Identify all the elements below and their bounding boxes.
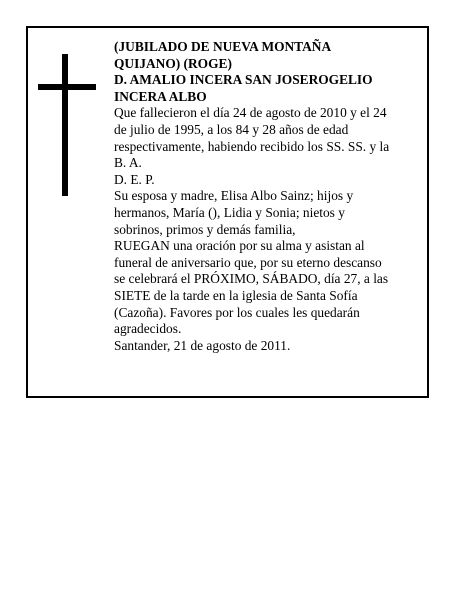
notice-heading-names: D. AMALIO INCERA SAN JOSEROGELIO INCERA ALBO (114, 72, 373, 104)
notice-request-paragraph: RUEGAN una oración por su alma y asistan al funeral de aniversario que, por su eterno descanso se celebrará el PRÓXIMO, SÁBADO, día 27, a las SIETE de la tarde en la iglesia de Santa Sofía (Cazoña). Favores por los cuales les quedarán agradecidos. (114, 238, 389, 337)
cross-vertical-bar (62, 54, 68, 196)
notice-rip: D. E. P. (114, 171, 155, 187)
notice-family-paragraph: Su esposa y madre, Elisa Albo Sainz; hijos y hermanos, María (), Lidia y Sonia; nietos y sobrinos, primos y demás familia, (114, 188, 354, 237)
notice-heading-nickname: (JUBILADO DE NUEVA MONTAÑA QUIJANO) (ROGE) (114, 39, 331, 71)
notice-death-paragraph: Que fallecieron el día 24 de agosto de 2010 y el 24 de julio de 1995, a los 84 y 28 años de edad respectivamente, habiendo recibido los SS. SS. y la B. A. (114, 105, 390, 171)
notice-place-date: Santander, 21 de agosto de 2011. (114, 337, 291, 353)
cross-horizontal-bar (38, 84, 96, 90)
notice-text (114, 39, 394, 354)
